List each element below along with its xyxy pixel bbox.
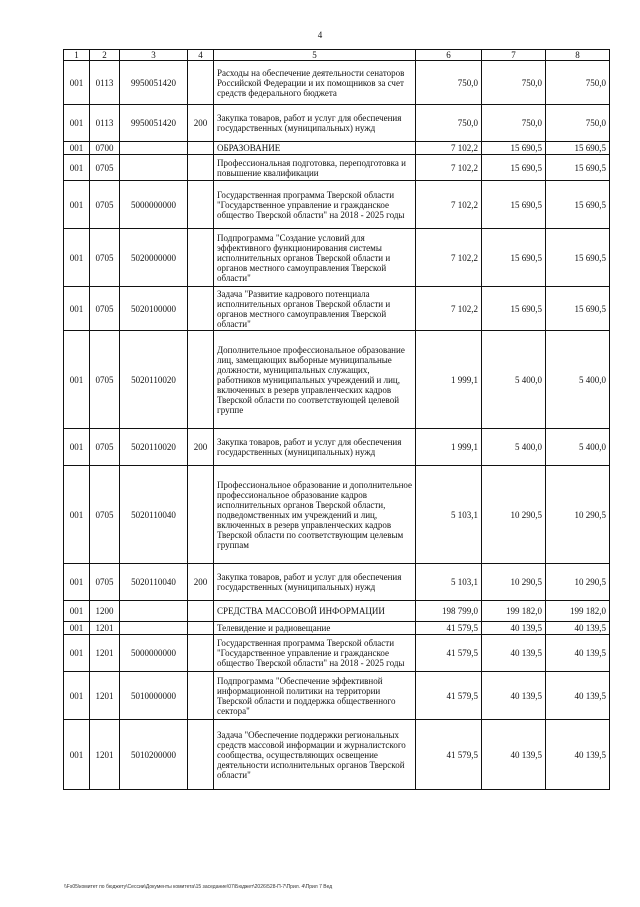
expense-type-cell: [188, 601, 214, 622]
amount-cell: 41 579,5: [416, 622, 482, 635]
column-header: 7: [482, 50, 546, 61]
expense-type-cell: [188, 720, 214, 790]
item-name-cell: Дополнительное профессиональное образование лиц, замещающих выборные муниципальные должности, муниципальных служащих, работников муниципальных учреждений и лиц, включенных в резерв управленческих кадров Тверской области по соответствующей целевой группе: [214, 331, 416, 429]
expense-type-cell: [188, 635, 214, 672]
amount-cell: 40 139,5: [546, 672, 610, 720]
item-name-cell: Телевидение и радиовещание: [214, 622, 416, 635]
expense-type-cell: [188, 142, 214, 155]
item-name-cell: Расходы на обеспечение деятельности сенаторов Российской Федерации и их помощников за счет средств федерального бюджета: [214, 61, 416, 105]
section-code-cell: 0113: [90, 105, 120, 142]
amount-cell: 40 139,5: [546, 635, 610, 672]
section-code-cell: 1201: [90, 622, 120, 635]
item-name-cell: СРЕДСТВА МАССОВОЙ ИНФОРМАЦИИ: [214, 601, 416, 622]
amount-cell: 10 290,5: [482, 466, 546, 564]
amount-cell: 1 999,1: [416, 429, 482, 466]
item-name-cell: ОБРАЗОВАНИЕ: [214, 142, 416, 155]
target-article-cell: 5020000000: [120, 229, 188, 287]
table-row: [64, 155, 610, 181]
column-header: 8: [546, 50, 610, 61]
file-path-footer: \\Fs05\комитет по бюджету\Сессии\Документы комитета\15 заседание\07\Бюджет\2026\528-П-7\Прил. 4\Прил 7 Вед: [64, 884, 333, 890]
section-code-cell: 0705: [90, 181, 120, 229]
item-name-cell: Задача "Обеспечение поддержки региональных средств массовой информации и журналистского сообщества, осуществляющих освещение деятельности исполнительных органов Тверской области": [214, 720, 416, 790]
budget-table: [63, 49, 610, 790]
amount-cell: 15 690,5: [482, 155, 546, 181]
expense-type-cell: 200: [188, 429, 214, 466]
expense-type-cell: [188, 331, 214, 429]
amount-cell: 750,0: [416, 61, 482, 105]
item-name-cell: Государственная программа Тверской области "Государственное управление и гражданское общество Тверской области" на 2018 - 2025 годы: [214, 635, 416, 672]
ministry-code-cell: 001: [64, 720, 90, 790]
column-header: 4: [188, 50, 214, 61]
table-row: [64, 429, 610, 466]
item-name-cell: Закупка товаров, работ и услуг для обеспечения государственных (муниципальных) нужд: [214, 105, 416, 142]
target-article-cell: 5020110020: [120, 331, 188, 429]
amount-cell: 40 139,5: [482, 635, 546, 672]
target-article-cell: 5010000000: [120, 672, 188, 720]
target-article-cell: 5020110040: [120, 466, 188, 564]
amount-cell: 41 579,5: [416, 720, 482, 790]
table-row: [64, 622, 610, 635]
expense-type-cell: [188, 622, 214, 635]
amount-cell: 198 799,0: [416, 601, 482, 622]
section-code-cell: 1201: [90, 635, 120, 672]
expense-type-cell: [188, 61, 214, 105]
amount-cell: 10 290,5: [546, 564, 610, 601]
amount-cell: 750,0: [482, 105, 546, 142]
amount-cell: 5 400,0: [546, 331, 610, 429]
table-row: [64, 331, 610, 429]
table-row: [64, 181, 610, 229]
target-article-cell: [120, 155, 188, 181]
amount-cell: 15 690,5: [546, 287, 610, 331]
item-name-cell: Закупка товаров, работ и услуг для обеспечения государственных (муниципальных) нужд: [214, 564, 416, 601]
amount-cell: 7 102,2: [416, 181, 482, 229]
target-article-cell: [120, 142, 188, 155]
amount-cell: 15 690,5: [482, 229, 546, 287]
section-code-cell: 0705: [90, 287, 120, 331]
amount-cell: 15 690,5: [482, 142, 546, 155]
column-header: 6: [416, 50, 482, 61]
amount-cell: 7 102,2: [416, 155, 482, 181]
ministry-code-cell: 001: [64, 155, 90, 181]
target-article-cell: 9950051420: [120, 105, 188, 142]
amount-cell: 15 690,5: [546, 142, 610, 155]
column-header: 2: [90, 50, 120, 61]
amount-cell: 7 102,2: [416, 229, 482, 287]
column-header: 1: [64, 50, 90, 61]
target-article-cell: 5020110040: [120, 564, 188, 601]
expense-type-cell: [188, 229, 214, 287]
ministry-code-cell: 001: [64, 331, 90, 429]
item-name-cell: Закупка товаров, работ и услуг для обеспечения государственных (муниципальных) нужд: [214, 429, 416, 466]
header-row: [64, 50, 610, 61]
amount-cell: 5 400,0: [482, 429, 546, 466]
item-name-cell: Государственная программа Тверской области "Государственное управление и гражданское общество Тверской области" на 2018 - 2025 годы: [214, 181, 416, 229]
item-name-cell: Подпрограмма "Обеспечение эффективной информационной политики на территории Тверской области и поддержка общественного сектора": [214, 672, 416, 720]
target-article-cell: [120, 622, 188, 635]
amount-cell: 40 139,5: [546, 720, 610, 790]
column-header: 3: [120, 50, 188, 61]
ministry-code-cell: 001: [64, 622, 90, 635]
amount-cell: 1 999,1: [416, 331, 482, 429]
amount-cell: 5 103,1: [416, 564, 482, 601]
amount-cell: 10 290,5: [546, 466, 610, 564]
expense-type-cell: [188, 466, 214, 564]
amount-cell: 5 400,0: [482, 331, 546, 429]
table-row: [64, 61, 610, 105]
target-article-cell: 9950051420: [120, 61, 188, 105]
ministry-code-cell: 001: [64, 105, 90, 142]
amount-cell: 40 139,5: [546, 622, 610, 635]
amount-cell: 199 182,0: [546, 601, 610, 622]
ministry-code-cell: 001: [64, 672, 90, 720]
ministry-code-cell: 001: [64, 466, 90, 564]
ministry-code-cell: 001: [64, 142, 90, 155]
ministry-code-cell: 001: [64, 601, 90, 622]
target-article-cell: 5000000000: [120, 181, 188, 229]
target-article-cell: [120, 601, 188, 622]
column-header: 5: [214, 50, 416, 61]
ministry-code-cell: 001: [64, 229, 90, 287]
section-code-cell: 0705: [90, 229, 120, 287]
amount-cell: 750,0: [546, 105, 610, 142]
target-article-cell: 5020100000: [120, 287, 188, 331]
section-code-cell: 0705: [90, 155, 120, 181]
table-row: [64, 105, 610, 142]
amount-cell: 199 182,0: [482, 601, 546, 622]
expense-type-cell: [188, 672, 214, 720]
item-name-cell: Подпрограмма "Создание условий для эффективного функционирования системы исполнительных органов Тверской области и органов местного самоуправления Тверской области": [214, 229, 416, 287]
section-code-cell: 1200: [90, 601, 120, 622]
expense-type-cell: [188, 155, 214, 181]
amount-cell: 15 690,5: [546, 181, 610, 229]
amount-cell: 750,0: [546, 61, 610, 105]
target-article-cell: 5000000000: [120, 635, 188, 672]
amount-cell: 41 579,5: [416, 672, 482, 720]
ministry-code-cell: 001: [64, 564, 90, 601]
ministry-code-cell: 001: [64, 61, 90, 105]
expense-type-cell: [188, 287, 214, 331]
amount-cell: 750,0: [416, 105, 482, 142]
expense-type-cell: 200: [188, 564, 214, 601]
item-name-cell: Профессиональная подготовка, переподготовка и повышение квалификации: [214, 155, 416, 181]
item-name-cell: Профессиональное образование и дополнительное профессиональное образование кадров исполнительных органов Тверской области, подведомственных им учреждений и лиц, включенных в резерв управленческих кадров Тверской области по соответствующим целевым группам: [214, 466, 416, 564]
expense-type-cell: 200: [188, 105, 214, 142]
amount-cell: 15 690,5: [482, 287, 546, 331]
amount-cell: 7 102,2: [416, 287, 482, 331]
table-row: [64, 601, 610, 622]
amount-cell: 7 102,2: [416, 142, 482, 155]
table-row: [64, 287, 610, 331]
section-code-cell: 0705: [90, 564, 120, 601]
table-row: [64, 635, 610, 672]
table-row: [64, 466, 610, 564]
target-article-cell: 5020110020: [120, 429, 188, 466]
amount-cell: 750,0: [482, 61, 546, 105]
page-number: 4: [317, 30, 323, 40]
ministry-code-cell: 001: [64, 429, 90, 466]
table-row: [64, 564, 610, 601]
expense-type-cell: [188, 181, 214, 229]
amount-cell: 15 690,5: [482, 181, 546, 229]
amount-cell: 40 139,5: [482, 672, 546, 720]
ministry-code-cell: 001: [64, 287, 90, 331]
table-row: [64, 229, 610, 287]
target-article-cell: 5010200000: [120, 720, 188, 790]
amount-cell: 41 579,5: [416, 635, 482, 672]
amount-cell: 5 400,0: [546, 429, 610, 466]
section-code-cell: 0113: [90, 61, 120, 105]
table-row: [64, 142, 610, 155]
amount-cell: 15 690,5: [546, 155, 610, 181]
section-code-cell: 0700: [90, 142, 120, 155]
amount-cell: 15 690,5: [546, 229, 610, 287]
item-name-cell: Задача "Развитие кадрового потенциала исполнительных органов Тверской области и органов местного самоуправления Тверской области": [214, 287, 416, 331]
ministry-code-cell: 001: [64, 635, 90, 672]
section-code-cell: 0705: [90, 331, 120, 429]
section-code-cell: 1201: [90, 720, 120, 790]
amount-cell: 40 139,5: [482, 720, 546, 790]
amount-cell: 40 139,5: [482, 622, 546, 635]
section-code-cell: 1201: [90, 672, 120, 720]
amount-cell: 5 103,1: [416, 466, 482, 564]
ministry-code-cell: 001: [64, 181, 90, 229]
section-code-cell: 0705: [90, 466, 120, 564]
table-row: [64, 672, 610, 720]
table-row: [64, 720, 610, 790]
amount-cell: 10 290,5: [482, 564, 546, 601]
section-code-cell: 0705: [90, 429, 120, 466]
